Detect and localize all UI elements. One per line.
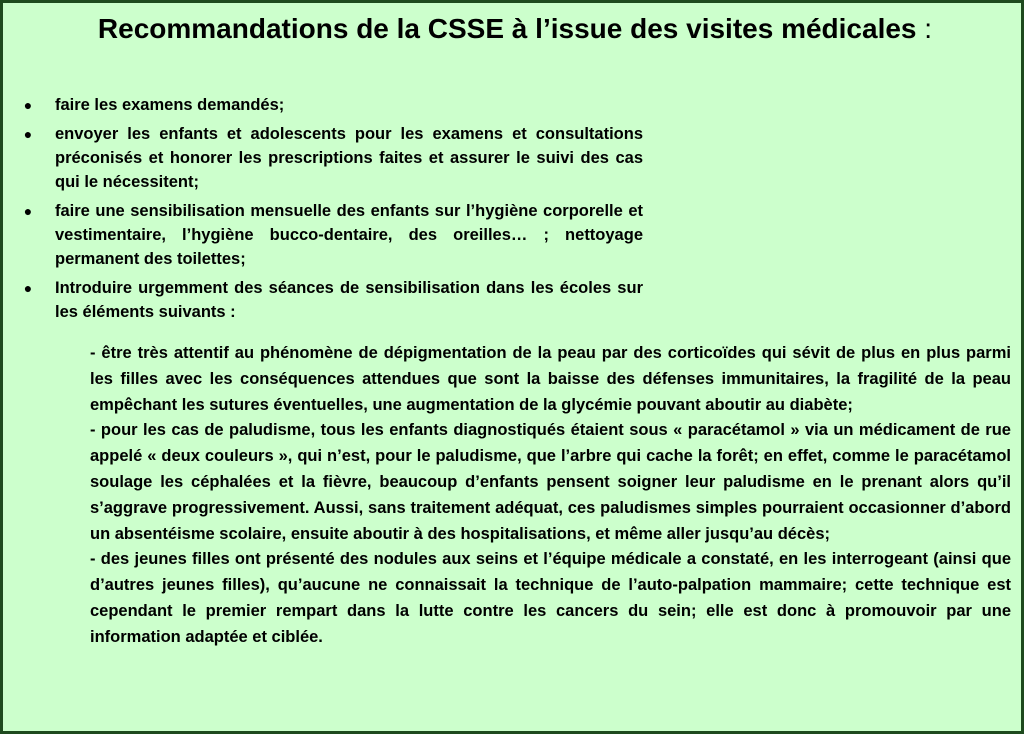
recommendation-list — [21, 93, 643, 329]
bullet-icon: ● — [23, 203, 33, 219]
list-item — [21, 276, 643, 324]
bullet-icon: ● — [23, 126, 33, 142]
bullet-icon: ● — [23, 280, 33, 296]
sub-list-item: - être très attentif au phénomène de dépigmentation de la peau par des corticoïdes qui sévit de plus en plus parmi les filles avec les conséquences attendues que sont la baisse des défenses immunitaires, la fragilité de la peau empêchant les sutures éventuelles, une augmentation de la glycémie pouvant aboutir au diabète; — [90, 344, 1011, 414]
list-item — [21, 199, 643, 271]
title-colon: : — [924, 13, 933, 44]
list-item-text: envoyer les enfants et adolescents pour les examens et consultations préconisés et honorer les prescriptions faites et assurer le suivi des cas qui le nécessitent; — [55, 125, 643, 191]
sub-list-item: - des jeunes filles ont présenté des nodules aux seins et l’équipe médicale a constaté, en les interrogeant (ainsi que d’autres jeunes filles), qu’aucune ne connaissait la technique de l’auto-palpation mammaire; cette technique est cependant le premier rempart dans la lutte contre les cancers du sein; elle est donc à promouvoir par une information adaptée et ciblée. — [90, 550, 1011, 646]
title-text: Recommandations de la CSSE à l’issue des visites médicales — [97, 13, 917, 44]
list-item-text: Introduire urgemment des séances de sensibilisation dans les écoles sur les éléments suivants : — [55, 279, 643, 321]
list-item — [21, 122, 643, 194]
bullet-icon: ● — [23, 97, 33, 113]
list-item-text: faire les examens demandés; — [55, 96, 285, 114]
list-item — [21, 93, 643, 117]
list-item-text: faire une sensibilisation mensuelle des enfants sur l’hygiène corporelle et vestimentaire, l’hygiène bucco-dentaire, des oreilles… ; nettoyage permanent des toilettes; — [55, 202, 643, 268]
page-title — [3, 13, 1024, 45]
sensibilisation-sublist — [90, 341, 1011, 651]
sub-list-item: - pour les cas de paludisme, tous les enfants diagnostiqués étaient sous « paracétamol » via un médicament de rue appelé « deux couleurs », qui n’est, pour le paludisme, que l’arbre qui cache la forêt; en effet, comme le paracétamol soulage les céphalées et la fièvre, beaucoup d’enfants pensent soigner leur paludisme en le prenant alors qu’il s’aggrave progressivement. Aussi, sans traitement adéquat, ces paludismes simples pourraient occasionner d’abord un absentéisme scolaire, ensuite aboutir à des hospitalisations, et même aller jusqu’au décès; — [90, 421, 1011, 543]
